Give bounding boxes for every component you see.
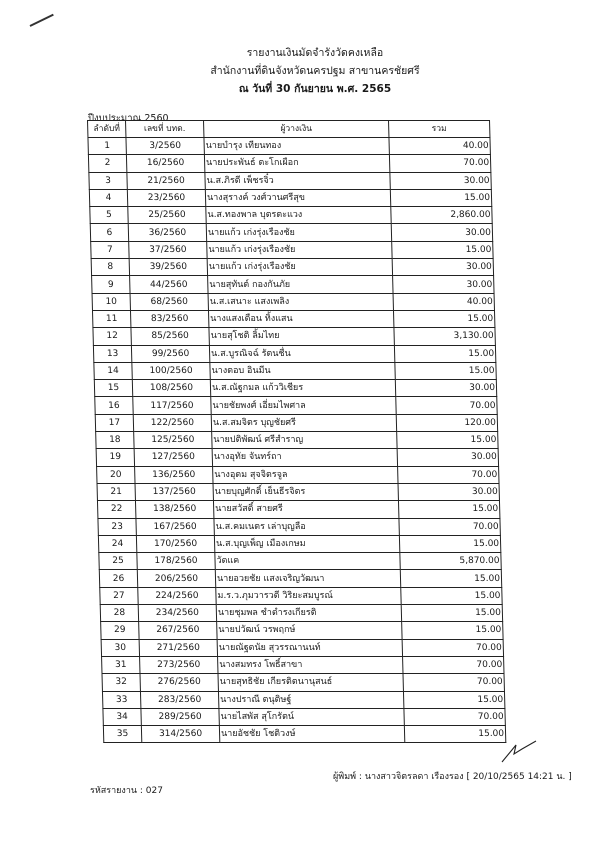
- cell-amount: 30.00: [395, 380, 496, 397]
- table-row: [88, 155, 490, 172]
- header-depositor: ผู้วางเงิน: [204, 121, 389, 138]
- cell-doc-number: 267/2560: [139, 622, 217, 639]
- cell-doc-number: 314/2560: [141, 726, 219, 743]
- cell-seq: 8: [91, 259, 129, 276]
- cell-doc-number: 108/2560: [132, 380, 210, 397]
- signature-icon: [500, 735, 540, 765]
- pen-stroke-icon: [30, 14, 54, 27]
- cell-depositor: นายสุทันต์ กองกันภัย: [208, 276, 393, 293]
- cell-doc-number: 16/2560: [126, 155, 204, 172]
- cell-doc-number: 85/2560: [131, 328, 209, 345]
- cell-seq: 15: [94, 380, 132, 397]
- table-row: [94, 362, 496, 379]
- cell-depositor: นางแสงเดือน ทิ้งแสน: [208, 310, 393, 327]
- table-row: [90, 207, 492, 224]
- table-row: [97, 501, 499, 518]
- cell-seq: 21: [97, 483, 135, 500]
- cell-amount: 40.00: [393, 293, 494, 310]
- cell-depositor: นายอวยชัย แสงเจริญวัฒนา: [215, 570, 400, 587]
- table-row: [96, 449, 498, 466]
- cell-doc-number: 23/2560: [127, 189, 205, 206]
- table-row: [98, 518, 500, 535]
- cell-depositor: นางอุดม สุจจิตรจูล: [213, 466, 398, 483]
- cell-amount: 30.00: [391, 224, 492, 241]
- cell-amount: 15.00: [395, 362, 496, 379]
- cell-depositor: ม.ร.ว.ภุมวารวดี วิริยะสมบูรณ์: [216, 587, 401, 604]
- table-row: [93, 345, 495, 362]
- cell-doc-number: 21/2560: [127, 172, 205, 189]
- cell-depositor: น.ส.บูรณิจฉ์ รัตนชื่น: [209, 345, 394, 362]
- cell-doc-number: 3/2560: [126, 138, 204, 155]
- cell-amount: 30.00: [390, 172, 491, 189]
- cell-depositor: นายไสพัส สุโกรัตน์: [219, 708, 404, 725]
- cell-seq: 3: [89, 172, 127, 189]
- table-row: [102, 656, 504, 673]
- cell-depositor: นายชัยพงศ์ เอี่ยมไพศาล: [211, 397, 396, 414]
- cell-amount: 70.00: [402, 639, 503, 656]
- cell-seq: 24: [98, 535, 136, 552]
- table-row: [92, 310, 494, 327]
- table-row: [91, 259, 493, 276]
- deposit-table: [87, 120, 506, 743]
- table-body: [88, 138, 506, 743]
- table-row: [97, 483, 499, 500]
- cell-amount: 5,870.00: [400, 553, 501, 570]
- cell-seq: 31: [102, 656, 140, 673]
- table-row: [95, 414, 497, 431]
- cell-amount: 70.00: [403, 656, 504, 673]
- cell-depositor: นายสวัสดิ์ สายศรี: [213, 501, 398, 518]
- table-row: [100, 605, 502, 622]
- cell-depositor: น.ส.บุญเพ็ญ เมืองเกษม: [214, 535, 399, 552]
- cell-doc-number: 167/2560: [136, 518, 214, 535]
- cell-doc-number: 127/2560: [134, 449, 212, 466]
- cell-seq: 12: [93, 328, 131, 345]
- budget-year: ปีงบประมาณ 2560: [88, 113, 169, 124]
- cell-seq: 4: [89, 189, 127, 206]
- cell-depositor: วัดแค: [215, 553, 400, 570]
- cell-amount: 70.00: [399, 518, 500, 535]
- table-row: [94, 380, 496, 397]
- deposit-table-wrap: [87, 120, 505, 743]
- cell-seq: 7: [91, 241, 129, 258]
- header-total: รวม: [389, 121, 490, 138]
- cell-depositor: นางสุรางค์ วงศ์วานศรีสุข: [205, 189, 390, 206]
- cell-doc-number: 39/2560: [129, 259, 207, 276]
- cell-amount: 3,130.00: [394, 328, 495, 345]
- cell-seq: 28: [100, 605, 138, 622]
- cell-depositor: นายอัชชัย โชติวงษ์: [219, 726, 404, 743]
- cell-seq: 34: [103, 708, 141, 725]
- table-row: [98, 535, 500, 552]
- cell-doc-number: 100/2560: [132, 362, 210, 379]
- table-row: [91, 241, 493, 258]
- cell-amount: 15.00: [399, 535, 500, 552]
- cell-depositor: นายประพันธ์ ตะโกเผือก: [204, 155, 389, 172]
- cell-amount: 15.00: [401, 587, 502, 604]
- header-doc-number: เลขที่ บทด.: [126, 121, 204, 138]
- table-row: [99, 570, 501, 587]
- cell-doc-number: 37/2560: [129, 241, 207, 258]
- cell-depositor: น.ส.ณัฐกมล แก้ววิเชียร: [210, 380, 395, 397]
- header-seq: ลำดับที่: [88, 121, 126, 138]
- report-header: [0, 44, 600, 98]
- cell-doc-number: 44/2560: [130, 276, 208, 293]
- cell-depositor: นายบำรุง เทียนทอง: [204, 138, 389, 155]
- cell-amount: 30.00: [398, 483, 499, 500]
- cell-amount: 15.00: [390, 189, 491, 206]
- cell-depositor: นายสุโชติ ลิ้มไทย: [209, 328, 394, 345]
- cell-doc-number: 125/2560: [134, 432, 212, 449]
- cell-amount: 70.00: [396, 397, 497, 414]
- cell-amount: 30.00: [397, 449, 498, 466]
- cell-depositor: น.ส.สมจิตร บุญชัยศรี: [211, 414, 396, 431]
- table-row: [96, 432, 498, 449]
- cell-seq: 17: [95, 414, 133, 431]
- cell-amount: 70.00: [389, 155, 490, 172]
- table-row: [102, 691, 504, 708]
- cell-amount: 70.00: [403, 674, 504, 691]
- cell-amount: 70.00: [398, 466, 499, 483]
- cell-seq: 22: [97, 501, 135, 518]
- cell-doc-number: 224/2560: [138, 587, 216, 604]
- table-row: [102, 674, 504, 691]
- table-header-row: [88, 121, 490, 138]
- report-date: ณ วันที่ 30 กันยายน พ.ศ. 2565: [238, 83, 392, 95]
- report-title: รายงานเงินมัดจำรังวัดคงเหลือ: [246, 47, 384, 59]
- table-row: [101, 622, 503, 639]
- cell-seq: 5: [90, 207, 128, 224]
- cell-amount: 120.00: [396, 414, 497, 431]
- cell-seq: 26: [99, 570, 137, 587]
- cell-depositor: นายบุญศักดิ์ เย็นธีรจิตร: [213, 483, 398, 500]
- cell-doc-number: 99/2560: [131, 345, 209, 362]
- table-row: [88, 138, 490, 155]
- cell-amount: 70.00: [404, 708, 505, 725]
- table-row: [93, 328, 495, 345]
- cell-seq: 13: [93, 345, 131, 362]
- table-row: [89, 172, 491, 189]
- cell-depositor: นายณัฐดนัย สุวรรณานนท์: [217, 639, 402, 656]
- cell-amount: 15.00: [401, 605, 502, 622]
- table-row: [100, 587, 502, 604]
- cell-seq: 10: [92, 293, 130, 310]
- cell-amount: 15.00: [400, 570, 501, 587]
- cell-amount: 15.00: [394, 345, 495, 362]
- cell-doc-number: 234/2560: [138, 605, 216, 622]
- table-row: [99, 553, 501, 570]
- cell-amount: 40.00: [389, 138, 490, 155]
- table-row: [92, 276, 494, 293]
- cell-seq: 11: [92, 310, 130, 327]
- cell-doc-number: 136/2560: [135, 466, 213, 483]
- cell-depositor: น.ส.ภิรดี เพ็ชรจิ๋ว: [205, 172, 390, 189]
- table-row: [103, 726, 505, 743]
- cell-depositor: นางสมทรง โพธิ์สาขา: [218, 656, 403, 673]
- cell-seq: 30: [101, 639, 139, 656]
- cell-doc-number: 283/2560: [140, 691, 218, 708]
- cell-depositor: นายแก้ว เก่งรุ่งเรืองชัย: [207, 241, 392, 258]
- cell-depositor: น.ส.เสนาะ แสงเพลิง: [208, 293, 393, 310]
- cell-depositor: นางตอบ อินมีน: [210, 362, 395, 379]
- cell-doc-number: 273/2560: [140, 656, 218, 673]
- cell-seq: 1: [88, 138, 126, 155]
- cell-doc-number: 25/2560: [128, 207, 206, 224]
- cell-amount: 15.00: [402, 622, 503, 639]
- table-row: [92, 293, 494, 310]
- printed-by: ผู้พิมพ์ : นางสาวจิตรลดา เรืองรอง [ 20/10/2565 14:21 น. ]: [333, 772, 572, 782]
- table-row: [95, 397, 497, 414]
- cell-doc-number: 289/2560: [141, 708, 219, 725]
- cell-doc-number: 271/2560: [139, 639, 217, 656]
- cell-depositor: นายสุทธิชัย เกียรติตนานุสนธ์: [218, 674, 403, 691]
- cell-seq: 25: [99, 553, 137, 570]
- cell-depositor: นางปราณี ตนุติษฐ์: [218, 691, 403, 708]
- table-row: [101, 639, 503, 656]
- cell-depositor: นายแก้ว เก่งรุ่งเรืองชัย: [206, 224, 391, 241]
- cell-seq: 20: [97, 466, 135, 483]
- cell-seq: 32: [102, 674, 140, 691]
- cell-seq: 16: [95, 397, 133, 414]
- cell-amount: 30.00: [393, 276, 494, 293]
- cell-doc-number: 68/2560: [130, 293, 208, 310]
- table-row: [89, 189, 491, 206]
- cell-amount: 2,860.00: [391, 207, 492, 224]
- cell-depositor: นายปติพัฒน์ ศรีสำราญ: [212, 432, 397, 449]
- cell-doc-number: 178/2560: [137, 553, 215, 570]
- cell-amount: 15.00: [398, 501, 499, 518]
- cell-doc-number: 137/2560: [135, 483, 213, 500]
- cell-seq: 18: [96, 432, 134, 449]
- cell-amount: 15.00: [404, 726, 505, 743]
- cell-doc-number: 138/2560: [135, 501, 213, 518]
- table-row: [103, 708, 505, 725]
- cell-doc-number: 36/2560: [128, 224, 206, 241]
- cell-seq: 19: [96, 449, 134, 466]
- cell-doc-number: 117/2560: [133, 397, 211, 414]
- table-row: [97, 466, 499, 483]
- cell-seq: 23: [98, 518, 136, 535]
- cell-doc-number: 170/2560: [136, 535, 214, 552]
- cell-amount: 15.00: [393, 310, 494, 327]
- report-code: รหัสรายงาน : 027: [90, 786, 163, 796]
- cell-amount: 15.00: [397, 432, 498, 449]
- cell-seq: 9: [92, 276, 130, 293]
- cell-seq: 27: [100, 587, 138, 604]
- office-name: สำนักงานที่ดินจังหวัดนครปฐม สาขานครชัยศรี: [210, 65, 420, 77]
- cell-depositor: นายปวัฒน์ วรพฤกษ์: [217, 622, 402, 639]
- cell-depositor: น.ส.ทองพาล บุตรตะแวง: [206, 207, 391, 224]
- cell-seq: 14: [94, 362, 132, 379]
- cell-doc-number: 206/2560: [137, 570, 215, 587]
- cell-amount: 15.00: [392, 241, 493, 258]
- cell-depositor: นางอุทัย จันทร์ถา: [212, 449, 397, 466]
- cell-depositor: นายชุมพล ชำดำรงเกียรติ: [216, 605, 401, 622]
- table-row: [90, 224, 492, 241]
- cell-depositor: น.ส.คมเนตร เล่าบุญลือ: [214, 518, 399, 535]
- cell-depositor: นายแก้ว เก่งรุ่งเรืองชัย: [207, 259, 392, 276]
- cell-doc-number: 122/2560: [133, 414, 211, 431]
- cell-amount: 30.00: [392, 259, 493, 276]
- cell-seq: 29: [101, 622, 139, 639]
- cell-seq: 35: [103, 726, 141, 743]
- cell-doc-number: 276/2560: [140, 674, 218, 691]
- cell-seq: 6: [90, 224, 128, 241]
- cell-amount: 15.00: [403, 691, 504, 708]
- cell-doc-number: 83/2560: [130, 310, 208, 327]
- cell-seq: 33: [102, 691, 140, 708]
- cell-seq: 2: [88, 155, 126, 172]
